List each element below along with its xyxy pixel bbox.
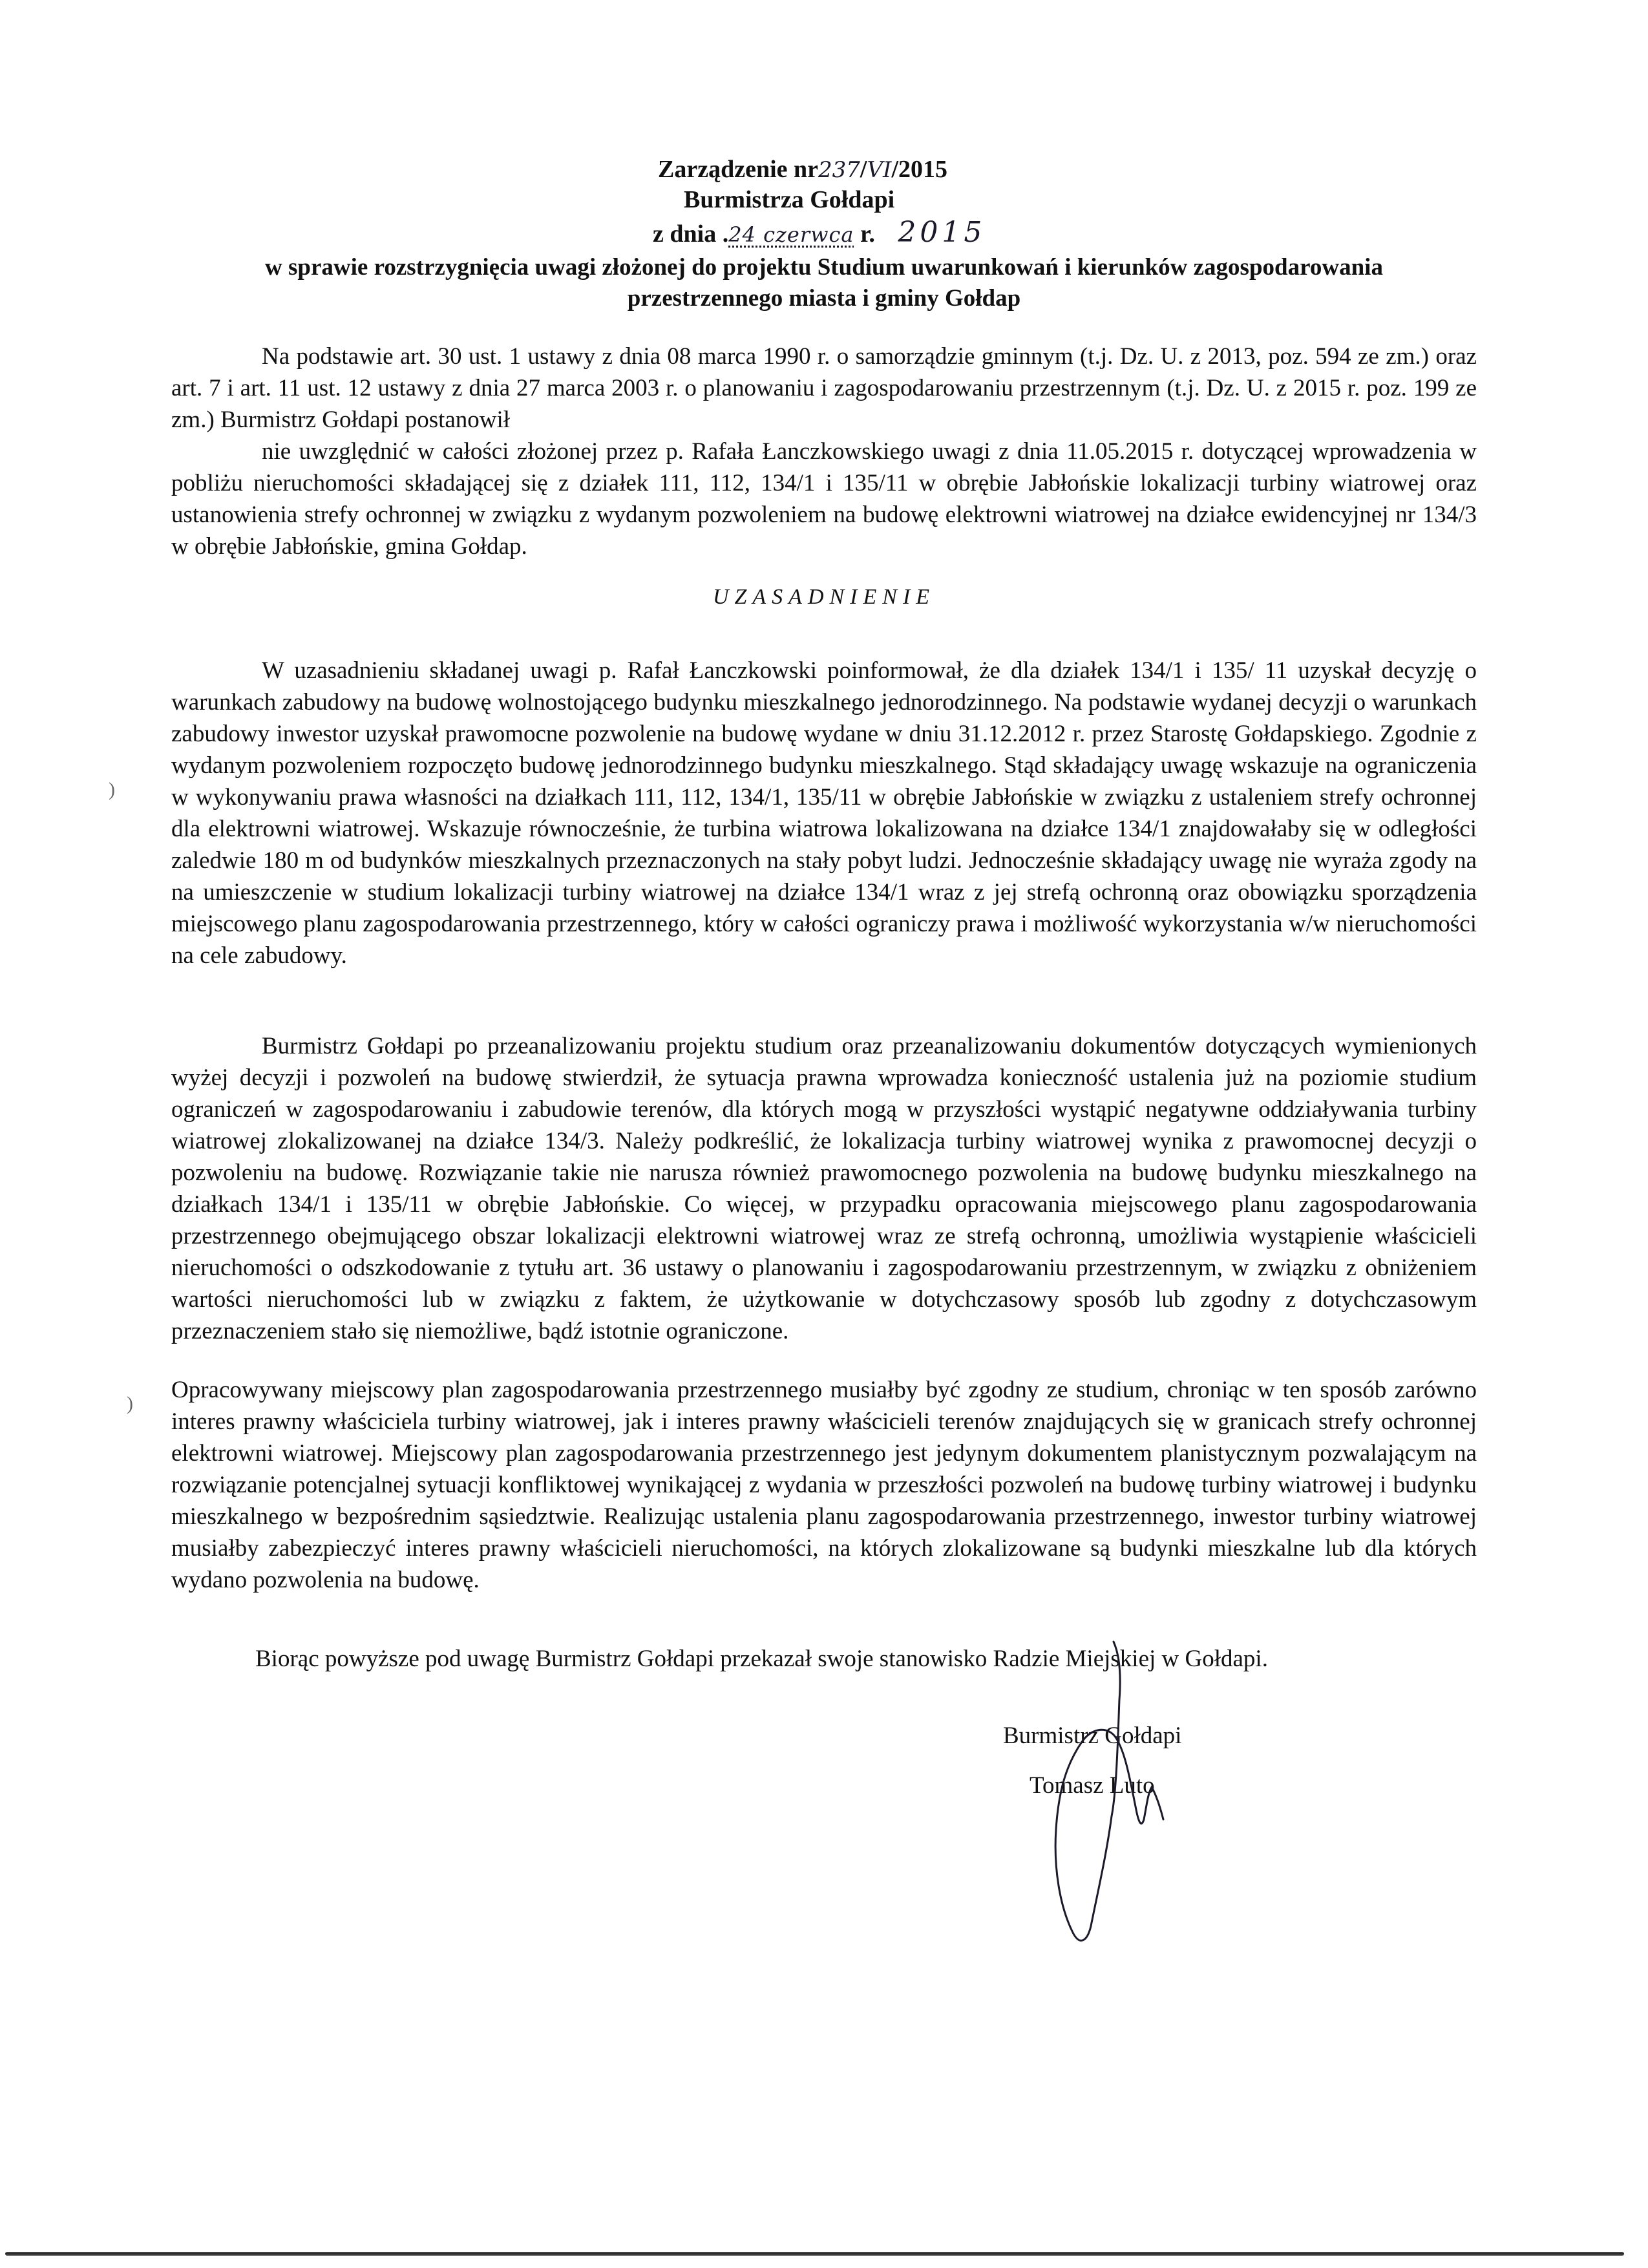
signatory-name: Tomasz Luto — [1030, 1772, 1155, 1799]
decision-paragraph: nie uwzględnić w całości złożonej przez p. Rafała Łanczkowskiego uwagi z dnia 11.05.2015 r. dotyczącej wprowadzenia w pobliżu nieruchomości składającej się z działek 111, 112, 134/1 i 135/11 w obrębie Jabłońskie lokalizacji turbiny wiatrowej oraz ustanowienia strefy ochronnej w związku z wydanym pozwoleniem na budowę elektrowni wiatrowej na działce ewidencyjnej nr 134/3 w obrębie Jabłońskie, gmina Gołdap. — [171, 438, 1477, 560]
handwritten-signature — [1028, 1622, 1209, 1958]
signature-stroke — [1055, 1642, 1163, 1940]
ordinance-title — [658, 155, 947, 184]
ordinance-number-separator: / — [860, 156, 867, 183]
scan-bottom-edge — [5, 2252, 1624, 2256]
date-suffix: r. — [854, 220, 875, 248]
ordinance-issuer: Burmistrza Gołdapi — [684, 186, 895, 213]
subject-line-1: w sprawie rozstrzygnięcia uwagi złożonej do projektu Studium uwarunkowań i kierunków zagospodarowania — [265, 254, 1383, 281]
justification-paragraph-2 — [171, 1030, 1477, 1347]
ordinance-number-handwritten: 237 — [818, 157, 860, 183]
ordinance-month-handwritten: VI — [867, 157, 892, 183]
justification-text-1: W uzasadnieniu składanej uwagi p. Rafał Łanczkowski poinformował, że dla działek 134/1 i 135/ 11 uzyskał decyzję o warunkach zabudowy na budowę wolnostojącego budynku mieszkalnego jednorodzinnego. Na podstawie wydanej decyzji o warunkach zabudowy inwestor uzyskał prawomocne pozwolenie na budowę wydane w dniu 31.12.2012 r. przez Starostę Gołdapskiego. Zgodnie z wydanym pozwoleniem rozpoczęto budowę jednorodzinnego budynku mieszkalnego. Stąd składający uwagę wskazuje na ograniczenia w wykonywaniu prawa własności na działkach 111, 112, 134/1, 135/11 w obrębie Jabłońskie w związku z ustaleniem strefy ochronnej dla elektrowni wiatrowej. Wskazuje równocześnie, że turbina wiatrowa lokalizowana na działce 134/1 znajdowałaby się w odległości zaledwie 180 m od budynków mieszkalnych przeznaczonych na stały pobyt ludzi. Jednocześnie składający uwagę nie wyraża zgody na na umieszczenie w studium lokalizacji turbiny wiatrowej na działce 134/1 wraz z jej strefą ochronną oraz obowiązku sporządzenia miejscowego planu zagospodarowania przestrzennego, który w całości ograniczy prawa i możliwość wykorzystania w/w nieruchomości na cele zabudowy. — [171, 657, 1477, 969]
justification-paragraph-3 — [171, 1374, 1477, 1596]
scan-margin-mark-1: ) — [109, 779, 115, 800]
ordinance-date — [653, 216, 986, 249]
ordinance-title-prefix: Zarządzenie nr — [658, 156, 819, 183]
signatory-title: Burmistrz Gołdapi — [1003, 1722, 1182, 1749]
scan-margin-mark-2: ) — [127, 1393, 133, 1414]
justification-heading: UZASADNIENIE — [712, 585, 936, 609]
justification-text-2: Burmistrz Gołdapi po przeanalizowaniu projektu studium oraz przeanalizowaniu dokumentów dotyczących wymienionych wyżej decyzji i pozwoleń na budowę stwierdził, że sytuacja prawna wprowadza konieczność ustalenia już na poziomie studium ograniczeń w zagospodarowaniu i zabudowie terenów, dla których mogą w przyszłości wystąpić negatywne oddziaływania turbiny wiatrowej zlokalizowanej na działce 134/3. Należy podkreślić, że lokalizacja turbiny wiatrowej wynika z prawomocnej decyzji o pozwoleniu na budowę. Rozwiązanie takie nie narusza również prawomocnego pozwolenia na budowę budynku mieszkalnego na działkach 134/1 i 135/11 w obrębie Jabłońskie. Co więcej, w przypadku opracowania miejscowego planu zagospodarowania przestrzennego obejmującego obszar lokalizacji elektrowni wiatrowej wraz ze strefą ochronną, umożliwia wystąpienie właścicieli nieruchomości o odszkodowanie z tytułu art. 36 ustawy o planowaniu i zagospodarowaniu przestrzennym, w związku z obniżeniem wartości nieruchomości lub w związku z faktem, że użytkowanie w dotychczasowy sposób lub zgodny z dotychczasowym przeznaczeniem stało się niemożliwe, bądź istotnie ograniczone. — [171, 1033, 1477, 1344]
preamble — [171, 341, 1477, 562]
date-handwritten: 24 czerwca — [728, 222, 854, 247]
ordinance-subject — [162, 252, 1486, 314]
justification-paragraph-1 — [171, 655, 1477, 971]
ordinance-year: /2015 — [891, 156, 948, 183]
year-handwritten: 2015 — [898, 216, 986, 249]
legal-basis-paragraph: Na podstawie art. 30 ust. 1 ustawy z dnia 08 marca 1990 r. o samorządzie gminnym (t.j. Dz. U. z 2013, poz. 594 ze zm.) oraz art. 7 i art. 11 ust. 12 ustawy z dnia 27 marca 2003 r. o planowaniu i zagospodarowaniu przestrzennym (t.j. Dz. U. z 2015 r. poz. 199 ze zm.) Burmistrz Gołdapi postanowił — [171, 343, 1477, 433]
justification-text-3: Opracowywany miejscowy plan zagospodarowania przestrzennego musiałby być zgodny ze studium, chroniąc w ten sposób zarówno interes prawny właściciela turbiny wiatrowej, jak i interes prawny właścicieli terenów znajdujących się w granicach strefy ochronnej elektrowni wiatrowej. Miejscowy plan zagospodarowania przestrzennego jest jedynym dokumentem planistycznym pozwalającym na rozwiązanie potencjalnej sytuacji konfliktowej wynikającej z wydania w przeszłości pozwoleń na budowę turbiny wiatrowej i budynku mieszkalnego w bezpośrednim sąsiedztwie. Realizując ustalenia planu zagospodarowania przestrzennego, inwestor turbiny wiatrowej musiałby zabezpieczyć interes prawny właścicieli nieruchomości, na których zlokalizowane są budynki mieszkalne lub dla których wydano pozwolenia na budowę. — [171, 1377, 1477, 1593]
date-prefix: z dnia . — [653, 220, 729, 248]
closing-statement: Biorąc powyższe pod uwagę Burmistrz Gołdapi przekazał swoje stanowisko Radzie Miejskiej w Gołdapi. — [255, 1646, 1268, 1672]
subject-line-2: przestrzennego miasta i gminy Gołdap — [627, 285, 1021, 312]
